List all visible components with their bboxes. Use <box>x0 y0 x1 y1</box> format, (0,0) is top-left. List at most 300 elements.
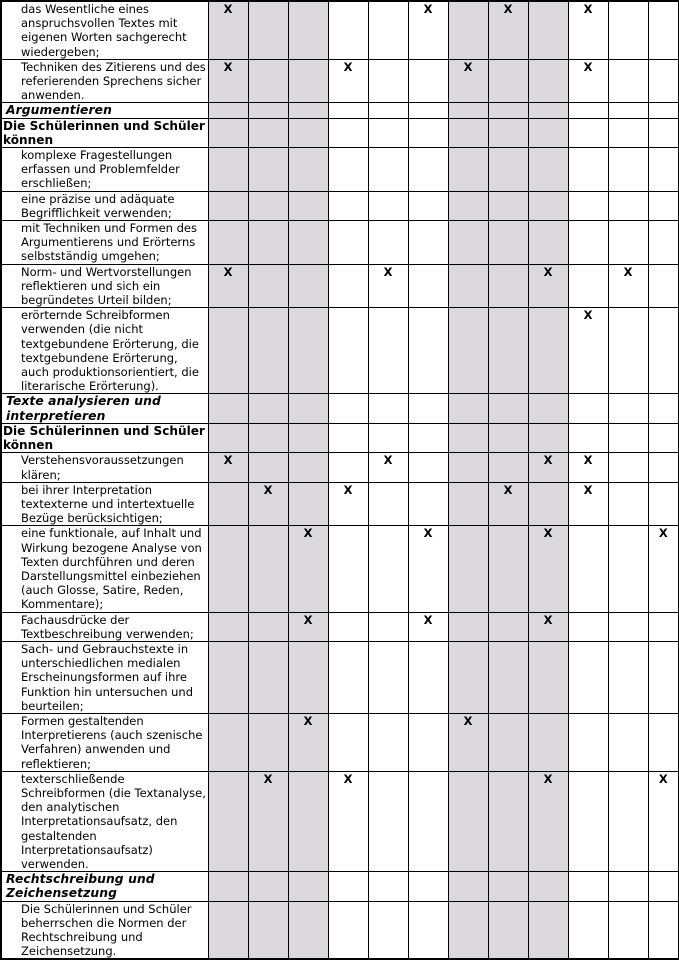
check-cell-c10[interactable] <box>568 482 608 526</box>
check-cell-c4[interactable] <box>328 148 368 192</box>
check-cell-c2[interactable] <box>248 453 288 482</box>
check-cell-c3[interactable] <box>288 771 328 871</box>
table-row <box>1 423 679 452</box>
check-cell-c10[interactable] <box>568 148 608 192</box>
check-cell-c5[interactable] <box>368 191 408 220</box>
table-row <box>1 118 679 147</box>
check-cell-c1[interactable] <box>208 641 248 713</box>
check-cell-c10[interactable] <box>568 423 608 452</box>
check-mark: X <box>583 59 593 74</box>
check-cell-c2[interactable] <box>248 118 288 147</box>
check-cell-c9[interactable] <box>528 771 568 871</box>
check-cell-c6[interactable] <box>408 713 448 771</box>
competency-label: Fachausdrücke der Textbeschreibung verwenden; <box>21 612 194 641</box>
check-cell-c8[interactable] <box>488 713 528 771</box>
check-cell-c3[interactable] <box>288 103 328 118</box>
check-cell-c6[interactable] <box>408 872 448 901</box>
check-cell-c11[interactable] <box>608 103 648 118</box>
table-row <box>1 1 679 59</box>
check-cell-c7[interactable] <box>448 526 488 612</box>
section-label: Texte analysieren und interpretieren <box>6 394 161 423</box>
check-cell-c8[interactable] <box>488 771 528 871</box>
check-cell-c5[interactable] <box>368 453 408 482</box>
check-cell-c10[interactable] <box>568 872 608 901</box>
check-cell-c10[interactable] <box>568 612 608 641</box>
check-cell-c2[interactable] <box>248 713 288 771</box>
check-cell-c5[interactable] <box>368 394 408 423</box>
check-cell-c10[interactable] <box>568 453 608 482</box>
check-cell-c9[interactable] <box>528 191 568 220</box>
check-mark: X <box>343 59 353 74</box>
check-cell-c9[interactable] <box>528 59 568 103</box>
check-cell-c4[interactable] <box>328 264 368 308</box>
check-cell-c10[interactable] <box>568 221 608 265</box>
check-cell-c2[interactable] <box>248 264 288 308</box>
check-cell-c4[interactable] <box>328 453 368 482</box>
check-cell-c7[interactable] <box>448 264 488 308</box>
table-row <box>1 901 679 959</box>
check-mark: X <box>343 771 353 786</box>
check-cell-c1[interactable] <box>208 191 248 220</box>
check-cell-c8[interactable] <box>488 394 528 423</box>
check-cell-c3[interactable] <box>288 221 328 265</box>
check-cell-c12[interactable] <box>648 641 679 713</box>
check-cell-c5[interactable] <box>368 103 408 118</box>
check-cell-c6[interactable] <box>408 482 448 526</box>
check-cell-c5[interactable] <box>368 1 408 59</box>
check-cell-c3[interactable] <box>288 713 328 771</box>
check-cell-c7[interactable] <box>448 191 488 220</box>
check-cell-c9[interactable] <box>528 118 568 147</box>
check-mark: X <box>583 453 593 468</box>
check-cell-c9[interactable] <box>528 148 568 192</box>
check-cell-c2[interactable] <box>248 901 288 959</box>
check-cell-c11[interactable] <box>608 1 648 59</box>
check-cell-c12[interactable] <box>648 713 679 771</box>
check-cell-c3[interactable] <box>288 148 328 192</box>
check-cell-c8[interactable] <box>488 526 528 612</box>
section-header-cell <box>1 394 208 423</box>
check-cell-c10[interactable] <box>568 118 608 147</box>
check-cell-c6[interactable] <box>408 394 448 423</box>
check-cell-c8[interactable] <box>488 118 528 147</box>
check-cell-c7[interactable] <box>448 482 488 526</box>
check-cell-c12[interactable] <box>648 771 679 871</box>
check-cell-c2[interactable] <box>248 148 288 192</box>
check-mark: X <box>463 713 473 728</box>
check-cell-c1[interactable] <box>208 103 248 118</box>
section-header-cell <box>1 872 208 901</box>
check-cell-c3[interactable] <box>288 423 328 452</box>
check-cell-c8[interactable] <box>488 482 528 526</box>
check-cell-c8[interactable] <box>488 1 528 59</box>
check-cell-c9[interactable] <box>528 612 568 641</box>
check-cell-c4[interactable] <box>328 191 368 220</box>
check-mark: X <box>343 482 353 497</box>
table-row <box>1 482 679 526</box>
check-cell-c6[interactable] <box>408 221 448 265</box>
check-cell-c11[interactable] <box>608 713 648 771</box>
check-cell-c7[interactable] <box>448 423 488 452</box>
check-cell-c12[interactable] <box>648 612 679 641</box>
check-cell-c12[interactable] <box>648 423 679 452</box>
check-cell-c7[interactable] <box>448 901 488 959</box>
check-cell-c1[interactable] <box>208 901 248 959</box>
check-cell-c3[interactable] <box>288 264 328 308</box>
check-cell-c1[interactable] <box>208 526 248 612</box>
check-cell-c1[interactable] <box>208 453 248 482</box>
check-cell-c12[interactable] <box>648 103 679 118</box>
check-cell-c5[interactable] <box>368 118 408 147</box>
check-cell-c11[interactable] <box>608 191 648 220</box>
check-mark: X <box>263 771 273 786</box>
check-cell-c7[interactable] <box>448 453 488 482</box>
check-cell-c5[interactable] <box>368 482 408 526</box>
check-cell-c8[interactable] <box>488 872 528 901</box>
check-cell-c1[interactable] <box>208 308 248 394</box>
check-cell-c5[interactable] <box>368 612 408 641</box>
check-cell-c4[interactable] <box>328 641 368 713</box>
check-cell-c8[interactable] <box>488 191 528 220</box>
check-cell-c8[interactable] <box>488 423 528 452</box>
check-cell-c2[interactable] <box>248 103 288 118</box>
check-cell-c4[interactable] <box>328 713 368 771</box>
check-cell-c1[interactable] <box>208 221 248 265</box>
competency-label: eine funktionale, auf Inhalt und Wirkung bezogene Analyse von Texten durchführen und deren Darstellungsmittel einbeziehen (auch Glosse, Satire, Reden, Kommentare); <box>21 526 202 612</box>
check-mark: X <box>503 482 513 497</box>
check-cell-c6[interactable] <box>408 59 448 103</box>
check-cell-c6[interactable] <box>408 264 448 308</box>
check-cell-c12[interactable] <box>648 191 679 220</box>
check-cell-c12[interactable] <box>648 482 679 526</box>
check-cell-c3[interactable] <box>288 1 328 59</box>
check-cell-c4[interactable] <box>328 482 368 526</box>
check-cell-c5[interactable] <box>368 264 408 308</box>
check-mark: X <box>383 264 393 279</box>
check-cell-c4[interactable] <box>328 59 368 103</box>
check-mark: X <box>303 526 313 541</box>
check-cell-c10[interactable] <box>568 59 608 103</box>
check-cell-c6[interactable] <box>408 423 448 452</box>
check-cell-c10[interactable] <box>568 308 608 394</box>
check-cell-c2[interactable] <box>248 308 288 394</box>
check-cell-c11[interactable] <box>608 612 648 641</box>
check-cell-c9[interactable] <box>528 872 568 901</box>
check-cell-c3[interactable] <box>288 59 328 103</box>
check-cell-c7[interactable] <box>448 872 488 901</box>
check-cell-c4[interactable] <box>328 103 368 118</box>
check-cell-c2[interactable] <box>248 612 288 641</box>
check-cell-c6[interactable] <box>408 308 448 394</box>
check-cell-c10[interactable] <box>568 771 608 871</box>
competency-label: komplexe Fragestellungen erfassen und Problemfelder erschließen; <box>21 148 180 191</box>
check-cell-c4[interactable] <box>328 1 368 59</box>
check-cell-c3[interactable] <box>288 641 328 713</box>
table-row <box>1 264 679 308</box>
check-cell-c6[interactable] <box>408 453 448 482</box>
check-cell-c5[interactable] <box>368 59 408 103</box>
check-cell-c10[interactable] <box>568 641 608 713</box>
check-cell-c11[interactable] <box>608 148 648 192</box>
check-cell-c12[interactable] <box>648 59 679 103</box>
check-cell-c11[interactable] <box>608 872 648 901</box>
check-cell-c1[interactable] <box>208 423 248 452</box>
check-cell-c1[interactable] <box>208 59 248 103</box>
check-cell-c9[interactable] <box>528 453 568 482</box>
check-cell-c11[interactable] <box>608 526 648 612</box>
check-cell-c2[interactable] <box>248 482 288 526</box>
check-cell-c9[interactable] <box>528 394 568 423</box>
check-cell-c1[interactable] <box>208 264 248 308</box>
check-cell-c10[interactable] <box>568 264 608 308</box>
check-cell-c2[interactable] <box>248 221 288 265</box>
section-label: Argumentieren <box>6 103 112 118</box>
check-cell-c9[interactable] <box>528 713 568 771</box>
check-mark: X <box>223 264 233 279</box>
check-mark: X <box>303 612 313 627</box>
check-mark: X <box>223 2 233 16</box>
check-cell-c8[interactable] <box>488 264 528 308</box>
competency-text-cell <box>1 901 208 959</box>
check-cell-c7[interactable] <box>448 641 488 713</box>
check-cell-c6[interactable] <box>408 641 448 713</box>
check-cell-c5[interactable] <box>368 221 408 265</box>
check-cell-c8[interactable] <box>488 103 528 118</box>
check-cell-c3[interactable] <box>288 612 328 641</box>
check-cell-c1[interactable] <box>208 394 248 423</box>
check-cell-c10[interactable] <box>568 103 608 118</box>
check-cell-c2[interactable] <box>248 872 288 901</box>
check-cell-c5[interactable] <box>368 308 408 394</box>
check-cell-c5[interactable] <box>368 872 408 901</box>
check-cell-c1[interactable] <box>208 148 248 192</box>
check-cell-c5[interactable] <box>368 771 408 871</box>
table-row <box>1 191 679 220</box>
check-cell-c5[interactable] <box>368 901 408 959</box>
check-cell-c11[interactable] <box>608 482 648 526</box>
check-cell-c1[interactable] <box>208 612 248 641</box>
check-mark: X <box>583 2 593 16</box>
check-cell-c3[interactable] <box>288 118 328 147</box>
check-cell-c8[interactable] <box>488 901 528 959</box>
check-cell-c11[interactable] <box>608 308 648 394</box>
check-cell-c5[interactable] <box>368 713 408 771</box>
check-cell-c11[interactable] <box>608 423 648 452</box>
check-cell-c2[interactable] <box>248 191 288 220</box>
check-cell-c5[interactable] <box>368 641 408 713</box>
check-cell-c5[interactable] <box>368 526 408 612</box>
check-cell-c7[interactable] <box>448 713 488 771</box>
table-row <box>1 641 679 713</box>
check-cell-c6[interactable] <box>408 612 448 641</box>
check-mark: X <box>543 612 553 627</box>
check-cell-c10[interactable] <box>568 1 608 59</box>
competency-text-cell <box>1 308 208 394</box>
check-cell-c7[interactable] <box>448 103 488 118</box>
table-row <box>1 872 679 901</box>
check-cell-c3[interactable] <box>288 901 328 959</box>
check-cell-c7[interactable] <box>448 771 488 871</box>
check-cell-c12[interactable] <box>648 264 679 308</box>
check-cell-c9[interactable] <box>528 1 568 59</box>
check-mark: X <box>423 612 433 627</box>
check-cell-c9[interactable] <box>528 423 568 452</box>
competency-text-cell <box>1 148 208 192</box>
check-cell-c6[interactable] <box>408 901 448 959</box>
check-cell-c11[interactable] <box>608 641 648 713</box>
check-cell-c3[interactable] <box>288 394 328 423</box>
check-cell-c12[interactable] <box>648 526 679 612</box>
check-cell-c8[interactable] <box>488 612 528 641</box>
competency-label: Verstehensvoraussetzungen klären; <box>21 453 184 482</box>
check-cell-c10[interactable] <box>568 191 608 220</box>
table-row <box>1 394 679 423</box>
check-cell-c9[interactable] <box>528 641 568 713</box>
check-cell-c1[interactable] <box>208 713 248 771</box>
check-cell-c10[interactable] <box>568 526 608 612</box>
check-cell-c4[interactable] <box>328 901 368 959</box>
check-cell-c6[interactable] <box>408 771 448 871</box>
competency-text-cell <box>1 482 208 526</box>
check-cell-c12[interactable] <box>648 901 679 959</box>
check-mark: X <box>463 59 473 74</box>
competency-label: Techniken des Zitierens und des referierenden Sprechens sicher anwenden. <box>21 59 206 103</box>
check-cell-c11[interactable] <box>608 453 648 482</box>
check-cell-c5[interactable] <box>368 148 408 192</box>
check-cell-c6[interactable] <box>408 118 448 147</box>
check-cell-c1[interactable] <box>208 482 248 526</box>
check-cell-c11[interactable] <box>608 59 648 103</box>
check-cell-c12[interactable] <box>648 148 679 192</box>
section-header-cell <box>1 103 208 118</box>
competency-label: das Wesentliche eines anspruchsvollen Textes mit eigenen Worten sachgerecht wiedergeben; <box>21 2 187 59</box>
check-mark: X <box>658 526 668 541</box>
check-cell-c8[interactable] <box>488 641 528 713</box>
check-cell-c8[interactable] <box>488 59 528 103</box>
check-cell-c7[interactable] <box>448 221 488 265</box>
competency-label: eine präzise und adäquate Begrifflichkeit verwenden; <box>21 191 175 220</box>
check-cell-c12[interactable] <box>648 308 679 394</box>
check-cell-c7[interactable] <box>448 308 488 394</box>
table-row <box>1 453 679 482</box>
check-cell-c10[interactable] <box>568 713 608 771</box>
check-cell-c12[interactable] <box>648 1 679 59</box>
check-cell-c4[interactable] <box>328 394 368 423</box>
competency-label: Formen gestaltenden Interpretierens (auch szenische Verfahren) anwenden und reflektieren; <box>21 713 203 771</box>
check-cell-c8[interactable] <box>488 221 528 265</box>
check-cell-c2[interactable] <box>248 526 288 612</box>
check-cell-c11[interactable] <box>608 771 648 871</box>
check-cell-c1[interactable] <box>208 872 248 901</box>
check-cell-c6[interactable] <box>408 526 448 612</box>
table-row <box>1 771 679 871</box>
table-row <box>1 148 679 192</box>
check-cell-c12[interactable] <box>648 118 679 147</box>
check-cell-c3[interactable] <box>288 482 328 526</box>
check-cell-c3[interactable] <box>288 191 328 220</box>
check-cell-c12[interactable] <box>648 394 679 423</box>
check-cell-c1[interactable] <box>208 118 248 147</box>
check-mark: X <box>503 2 513 16</box>
check-cell-c8[interactable] <box>488 148 528 192</box>
check-cell-c8[interactable] <box>488 453 528 482</box>
check-cell-c4[interactable] <box>328 612 368 641</box>
check-cell-c4[interactable] <box>328 308 368 394</box>
check-cell-c2[interactable] <box>248 771 288 871</box>
competency-label: Die Schülerinnen und Schüler beherrschen die Normen der Rechtschreibung und Zeichensetzung. <box>21 901 192 959</box>
check-cell-c1[interactable] <box>208 1 248 59</box>
check-mark: X <box>623 264 633 279</box>
check-cell-c4[interactable] <box>328 423 368 452</box>
competency-label: erörternde Schreibformen verwenden (die nicht textgebundene Erörterung, die textgebundene Erörterung, auch produktionsorientiert, die literarische Erörterung). <box>21 308 199 394</box>
check-cell-c4[interactable] <box>328 118 368 147</box>
check-cell-c6[interactable] <box>408 191 448 220</box>
check-cell-c6[interactable] <box>408 1 448 59</box>
check-cell-c11[interactable] <box>608 901 648 959</box>
check-mark: X <box>583 482 593 497</box>
check-cell-c9[interactable] <box>528 221 568 265</box>
check-cell-c11[interactable] <box>608 221 648 265</box>
check-cell-c2[interactable] <box>248 1 288 59</box>
check-cell-c3[interactable] <box>288 453 328 482</box>
check-cell-c7[interactable] <box>448 148 488 192</box>
check-cell-c9[interactable] <box>528 526 568 612</box>
check-cell-c11[interactable] <box>608 264 648 308</box>
check-cell-c11[interactable] <box>608 118 648 147</box>
check-cell-c9[interactable] <box>528 308 568 394</box>
check-cell-c10[interactable] <box>568 394 608 423</box>
check-cell-c7[interactable] <box>448 394 488 423</box>
check-cell-c3[interactable] <box>288 872 328 901</box>
check-cell-c7[interactable] <box>448 1 488 59</box>
check-cell-c12[interactable] <box>648 221 679 265</box>
check-cell-c6[interactable] <box>408 103 448 118</box>
check-cell-c11[interactable] <box>608 394 648 423</box>
check-cell-c7[interactable] <box>448 612 488 641</box>
check-cell-c7[interactable] <box>448 59 488 103</box>
competency-text-cell <box>1 526 208 612</box>
check-cell-c2[interactable] <box>248 59 288 103</box>
competency-text-cell <box>1 612 208 641</box>
check-cell-c2[interactable] <box>248 641 288 713</box>
check-cell-c4[interactable] <box>328 221 368 265</box>
check-cell-c12[interactable] <box>648 872 679 901</box>
competency-text-cell <box>1 713 208 771</box>
competency-label: bei ihrer Interpretation textexterne und intertextuelle Bezüge berücksichtigen; <box>21 482 195 526</box>
check-cell-c9[interactable] <box>528 482 568 526</box>
check-cell-c12[interactable] <box>648 453 679 482</box>
competency-text-cell <box>1 221 208 265</box>
check-cell-c3[interactable] <box>288 526 328 612</box>
check-cell-c6[interactable] <box>408 148 448 192</box>
check-mark: X <box>263 482 273 497</box>
check-cell-c1[interactable] <box>208 771 248 871</box>
competency-text-cell <box>1 59 208 103</box>
check-cell-c4[interactable] <box>328 872 368 901</box>
check-cell-c4[interactable] <box>328 526 368 612</box>
check-cell-c2[interactable] <box>248 423 288 452</box>
check-cell-c5[interactable] <box>368 423 408 452</box>
check-cell-c9[interactable] <box>528 901 568 959</box>
check-cell-c4[interactable] <box>328 771 368 871</box>
check-cell-c2[interactable] <box>248 394 288 423</box>
check-cell-c3[interactable] <box>288 308 328 394</box>
check-cell-c7[interactable] <box>448 118 488 147</box>
check-cell-c9[interactable] <box>528 264 568 308</box>
check-cell-c10[interactable] <box>568 901 608 959</box>
check-cell-c8[interactable] <box>488 308 528 394</box>
check-cell-c9[interactable] <box>528 103 568 118</box>
